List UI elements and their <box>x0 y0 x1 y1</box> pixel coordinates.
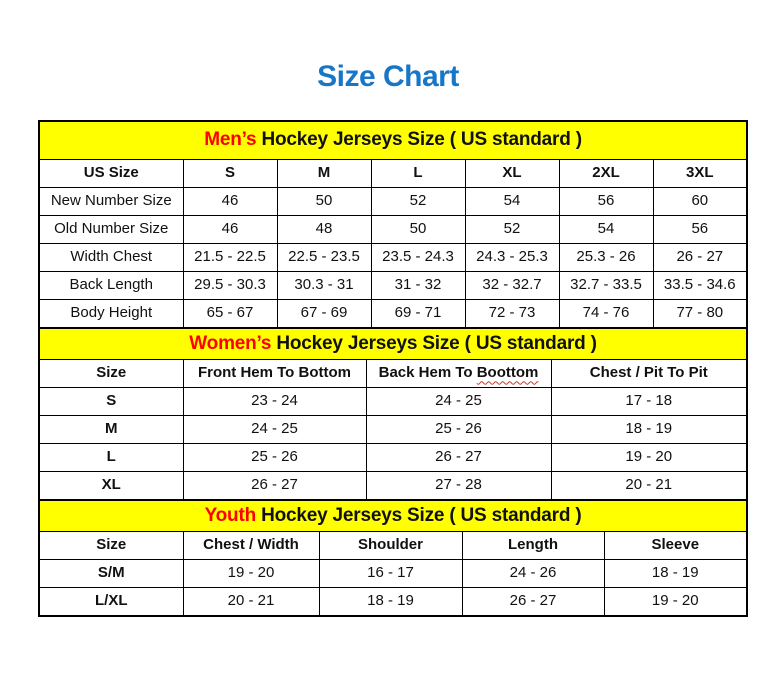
mens-cell: 56 <box>559 188 653 216</box>
mens-header-row <box>39 160 747 188</box>
youth-col-header: Size <box>39 532 183 560</box>
mens-row-back-length <box>39 272 747 300</box>
mens-cell: 31 - 32 <box>371 272 465 300</box>
mens-row-label: New Number Size <box>39 188 183 216</box>
mens-cell: 67 - 69 <box>277 300 371 329</box>
womens-row-label: XL <box>39 472 183 501</box>
mens-cell: 30.3 - 31 <box>277 272 371 300</box>
youth-cell: 16 - 17 <box>319 560 462 588</box>
mens-cell: 60 <box>653 188 747 216</box>
mens-cell: 23.5 - 24.3 <box>371 244 465 272</box>
womens-row-xl <box>39 472 747 501</box>
mens-cell: 65 - 67 <box>183 300 277 329</box>
mens-cell: 29.5 - 30.3 <box>183 272 277 300</box>
mens-cell: 54 <box>465 188 559 216</box>
mens-cell: 56 <box>653 216 747 244</box>
youth-col-header: Shoulder <box>319 532 462 560</box>
womens-header-row <box>39 360 747 388</box>
mens-row-label: Width Chest <box>39 244 183 272</box>
womens-back-hem-misspelled-word: Boottom <box>476 364 539 382</box>
mens-row-label: Back Length <box>39 272 183 300</box>
mens-cell: 50 <box>277 188 371 216</box>
womens-cell: 26 - 27 <box>366 444 551 472</box>
youth-cell: 18 - 19 <box>319 588 462 617</box>
youth-section-title-rest: Hockey Jerseys Size ( US standard ) <box>256 504 582 526</box>
mens-cell: 69 - 71 <box>371 300 465 329</box>
mens-cell: 46 <box>183 216 277 244</box>
womens-col-header-back-hem <box>366 360 551 388</box>
mens-row-label: Body Height <box>39 300 183 329</box>
mens-cell: 21.5 - 22.5 <box>183 244 277 272</box>
mens-cell: 24.3 - 25.3 <box>465 244 559 272</box>
womens-row-m <box>39 416 747 444</box>
mens-cell: 52 <box>465 216 559 244</box>
womens-cell: 25 - 26 <box>366 416 551 444</box>
mens-row-body-height <box>39 300 747 329</box>
mens-cell: 32.7 - 33.5 <box>559 272 653 300</box>
mens-row-width-chest <box>39 244 747 272</box>
youth-col-header: Chest / Width <box>183 532 319 560</box>
mens-size-table <box>38 120 748 329</box>
mens-cell: 74 - 76 <box>559 300 653 329</box>
youth-row-lxl <box>39 588 747 617</box>
mens-row-old-number-size <box>39 216 747 244</box>
mens-cell: 52 <box>371 188 465 216</box>
youth-cell: 19 - 20 <box>183 560 319 588</box>
youth-cell: 18 - 19 <box>604 560 747 588</box>
womens-cell: 26 - 27 <box>183 472 366 501</box>
womens-col-header: Front Hem To Bottom <box>183 360 366 388</box>
mens-col-header: XL <box>465 160 559 188</box>
youth-section-title-highlight: Youth <box>204 504 256 526</box>
page-title: Size Chart <box>317 60 459 93</box>
mens-cell: 26 - 27 <box>653 244 747 272</box>
womens-row-label: M <box>39 416 183 444</box>
mens-cell: 50 <box>371 216 465 244</box>
womens-row-l <box>39 444 747 472</box>
youth-cell: 24 - 26 <box>462 560 604 588</box>
youth-section-banner <box>39 500 747 532</box>
youth-col-header: Length <box>462 532 604 560</box>
womens-row-label: S <box>39 388 183 416</box>
womens-row-label: L <box>39 444 183 472</box>
mens-col-header: 2XL <box>559 160 653 188</box>
youth-col-header: Sleeve <box>604 532 747 560</box>
womens-cell: 18 - 19 <box>551 416 747 444</box>
mens-section-title <box>39 121 747 160</box>
youth-cell: 20 - 21 <box>183 588 319 617</box>
womens-cell: 27 - 28 <box>366 472 551 501</box>
mens-row-label: Old Number Size <box>39 216 183 244</box>
womens-cell: 19 - 20 <box>551 444 747 472</box>
youth-cell: 19 - 20 <box>604 588 747 617</box>
youth-section-title <box>39 500 747 532</box>
youth-row-sm <box>39 560 747 588</box>
youth-size-table <box>38 499 748 617</box>
youth-cell: 26 - 27 <box>462 588 604 617</box>
youth-row-label: S/M <box>39 560 183 588</box>
mens-cell: 25.3 - 26 <box>559 244 653 272</box>
mens-row-new-number-size <box>39 188 747 216</box>
mens-cell: 77 - 80 <box>653 300 747 329</box>
womens-cell: 25 - 26 <box>183 444 366 472</box>
womens-col-header: Size <box>39 360 183 388</box>
mens-cell: 46 <box>183 188 277 216</box>
mens-col-header: L <box>371 160 465 188</box>
youth-row-label: L/XL <box>39 588 183 617</box>
womens-section-banner <box>39 328 747 360</box>
womens-cell: 20 - 21 <box>551 472 747 501</box>
mens-col-header: 3XL <box>653 160 747 188</box>
mens-col-header: S <box>183 160 277 188</box>
mens-section-title-rest: Hockey Jerseys Size ( US standard ) <box>256 129 582 151</box>
womens-section-title <box>39 328 747 360</box>
womens-back-hem-prefix: Back Hem To <box>378 364 477 382</box>
mens-cell: 33.5 - 34.6 <box>653 272 747 300</box>
mens-cell: 22.5 - 23.5 <box>277 244 371 272</box>
womens-col-header: Chest / Pit To Pit <box>551 360 747 388</box>
mens-col-header: US Size <box>39 160 183 188</box>
womens-cell: 17 - 18 <box>551 388 747 416</box>
womens-cell: 24 - 25 <box>366 388 551 416</box>
womens-section-title-highlight: Women’s <box>189 332 272 354</box>
womens-cell: 24 - 25 <box>183 416 366 444</box>
womens-row-s <box>39 388 747 416</box>
mens-section-title-highlight: Men’s <box>204 129 257 151</box>
mens-cell: 72 - 73 <box>465 300 559 329</box>
womens-cell: 23 - 24 <box>183 388 366 416</box>
womens-size-table <box>38 327 748 501</box>
mens-section-banner <box>39 121 747 160</box>
mens-cell: 32 - 32.7 <box>465 272 559 300</box>
size-chart-tables <box>38 120 746 617</box>
mens-cell: 48 <box>277 216 371 244</box>
mens-col-header: M <box>277 160 371 188</box>
womens-section-title-rest: Hockey Jerseys Size ( US standard ) <box>271 332 597 354</box>
mens-cell: 54 <box>559 216 653 244</box>
youth-header-row <box>39 532 747 560</box>
